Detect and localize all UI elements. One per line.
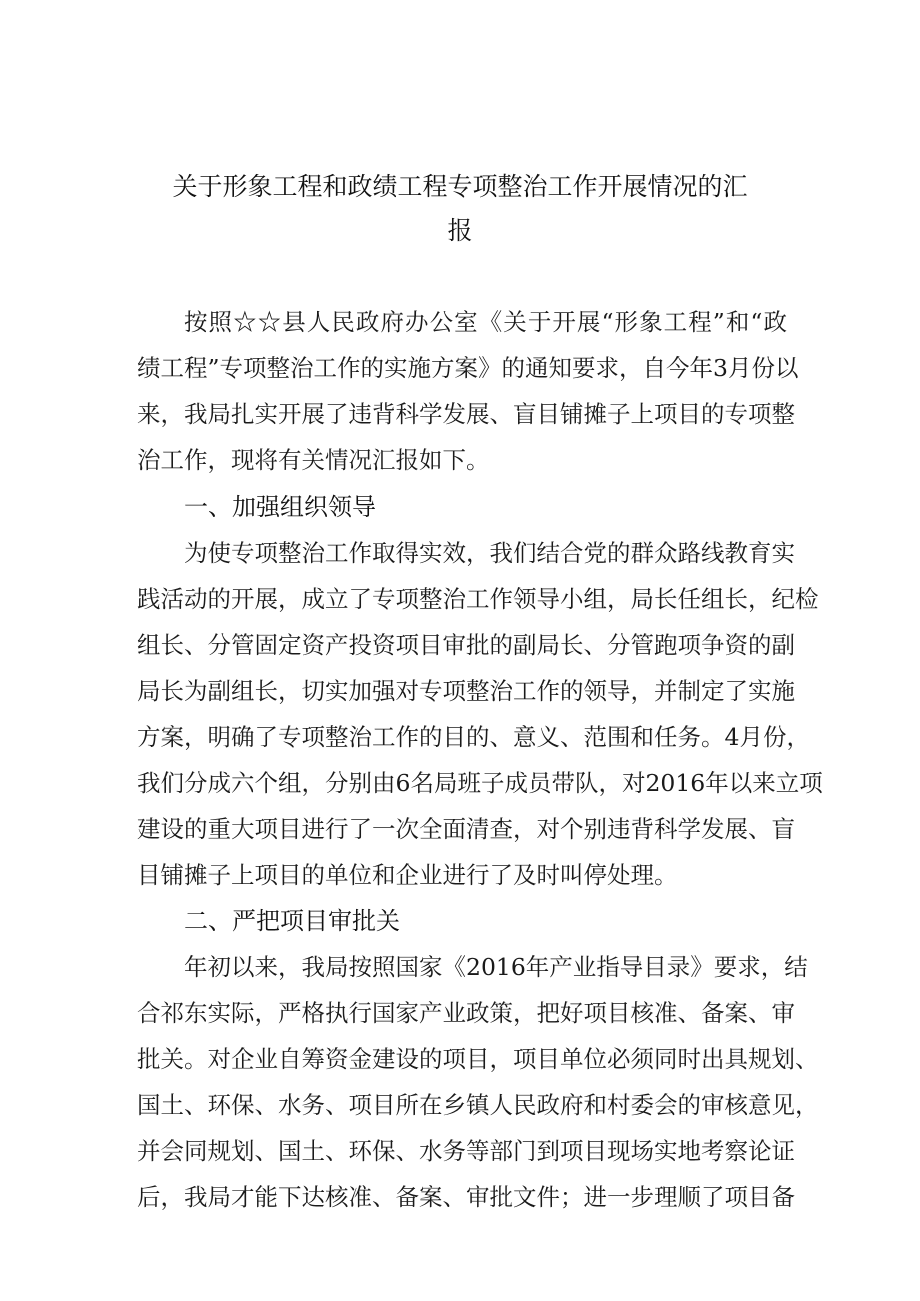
section-2-line-3: 批关。对企业自筹资金建设的项目，项目单位必须同时出具规划、 [137,1045,819,1073]
section-1-line-7: 建设的重大项目进行了一次全面清查，对个别违背科学发展、盲 [137,815,795,843]
section-1-heading: 一、加强组织领导 [184,493,376,521]
section-2-line-6: 后，我局才能下达核准、备案、审批文件；进一步理顺了项目备 [137,1183,795,1211]
section-1-line-4: 局长为副组长，切实加强对专项整治工作的领导，并制定了实施 [137,677,795,705]
document-title-line-2: 报 [447,216,473,245]
intro-line-4: 治工作，现将有关情况汇报如下。 [137,446,490,474]
section-2-line-1: 年初以来，我局按照国家《2016年产业指导目录》要求，结 [184,953,808,981]
section-1-line-5: 方案，明确了专项整治工作的目的、意义、范围和任务。4月份， [137,723,810,751]
section-1-line-6: 我们分成六个组，分别由6名局班子成员带队，对2016年以来立项 [137,769,823,797]
intro-line-1: 按照☆☆县人民政府办公室《关于开展“形象工程”和“政 [184,308,787,336]
intro-line-2: 绩工程”专项整治工作的实施方案》的通知要求，自今年3月份以 [137,354,799,382]
section-2-heading: 二、严把项目审批关 [184,907,400,935]
section-1-line-1: 为使专项整治工作取得实效，我们结合党的群众路线教育实 [184,539,795,567]
section-1-line-8: 目铺摊子上项目的单位和企业进行了及时叫停处理。 [137,861,678,889]
section-1-line-3: 组长、分管固定资产投资项目审批的副局长、分管跑项争资的副 [137,631,795,659]
section-2-line-2: 合祁东实际，严格执行国家产业政策，把好项目核准、备案、审 [137,999,795,1027]
section-2-line-4: 国土、环保、水务、项目所在乡镇人民政府和村委会的审核意见， [137,1091,819,1119]
section-2-line-5: 并会同规划、国土、环保、水务等部门到项目现场实地考察论证 [137,1137,795,1165]
document-title-line-1: 关于形象工程和政绩工程专项整治工作开展情况的汇 [172,172,748,201]
section-1-line-2: 践活动的开展，成立了专项整治工作领导小组，局长任组长，纪检 [137,585,819,613]
intro-line-3: 来，我局扎实开展了违背科学发展、盲目铺摊子上项目的专项整 [137,400,795,428]
